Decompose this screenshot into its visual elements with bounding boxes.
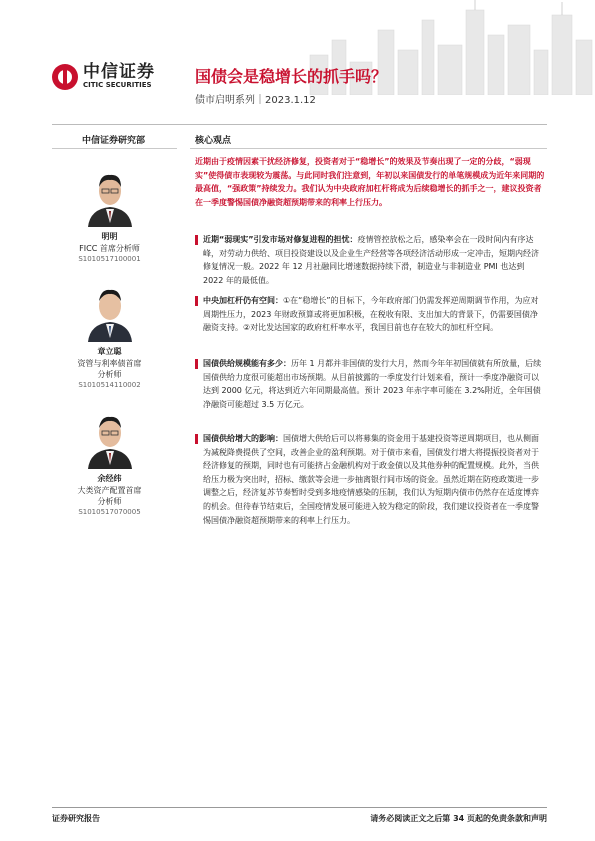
key-point-heading: 国债供给增大的影响： bbox=[203, 434, 283, 443]
footer-divider bbox=[52, 807, 547, 808]
key-point bbox=[195, 233, 545, 287]
key-point-body: ①在“稳增长”的目标下，今年政府部门仍需发挥逆周期调节作用，为应对周期性压力，2023 年财政预算或将更加积极，在税收有限、支出加大的背景下，仍需要国债净融资支持。②对比发达国家的政府杠杆率水平，我国目前也存在较大的加杠杆空间。 bbox=[203, 296, 539, 333]
analyst-name: 余经纬 bbox=[97, 474, 122, 483]
core-summary: 近期由于疫情因素干扰经济修复，投资者对于“稳增长”的效果及节奏出现了一定的分歧，“弱现实”使得债市表现较为震荡。与此同时我们注意到，年初以来国债发行的单笔规模成为近年来同期的最高值，“强政策”持续发力。我们认为中央政府加杠杆将成为后续稳增长的抓手之一，建议投资者在一季度警惕国债净融资超预期带来的利率上行压力。 bbox=[195, 157, 545, 207]
analyst-id: S1010517100001 bbox=[78, 255, 141, 263]
footer-disclaimer: 请务必阅读正文之后第 34 页起的免责条款和声明 bbox=[370, 814, 547, 823]
bullet-bar bbox=[195, 235, 198, 245]
analyst-id: S1010514110002 bbox=[78, 381, 141, 389]
key-point bbox=[195, 357, 545, 411]
analyst-name: 章立聪 bbox=[97, 347, 122, 356]
main-label: 核心观点 bbox=[195, 136, 232, 146]
company-logo bbox=[52, 63, 155, 90]
analyst-title: 大类资产配置首席 bbox=[77, 486, 142, 495]
analyst-title: 分析师 bbox=[97, 497, 122, 506]
analyst-photo bbox=[80, 280, 140, 342]
analyst-photo bbox=[80, 165, 140, 227]
key-point-heading: 国债供给规模能有多少： bbox=[203, 359, 291, 368]
series-date: 债市启明系列｜2023.1.12 bbox=[195, 95, 316, 106]
key-point-body: 国债增大供给后可以将募集的资金用于基建投资等逆周期项目，也从侧面为减税降费提供了空间，改善企业的盈利预期。对于债市来看，国债发行增大将提振投资者对于经济修复的预期，同时也有可能挤占金融机构对于政金债以及其他券种的配置规模。此外，当供给压力极为突出时，招标、缴款等会进一步抽离银行间市场的资金。虽然近期在防疫政策进一步调整之后，经济复苏节奏暂时受到多地疫情感染的压制，我们认为短期内债市仍然存在适度博弈的机会。但待春节结束后，全国疫情发展可能进入较为稳定的阶段，我们建议投资者在一季度警惕国债净融资超预期带来的利率上行压力。 bbox=[203, 434, 539, 525]
analyst-card bbox=[52, 407, 167, 517]
key-point bbox=[195, 294, 545, 335]
report-title: 国债会是稳增长的抓手吗？ bbox=[195, 67, 388, 86]
analyst-photo bbox=[80, 407, 140, 469]
header-divider bbox=[52, 124, 547, 125]
bullet-bar bbox=[195, 359, 198, 369]
key-point-heading: 中央加杠杆仍有空间： bbox=[203, 296, 283, 305]
bullet-bar bbox=[195, 434, 198, 444]
bullet-bar bbox=[195, 296, 198, 306]
key-point bbox=[195, 432, 545, 527]
logo-cn-text: 中信证券 bbox=[83, 62, 155, 82]
key-point-body: 疫情管控放松之后，感染率会在一段时间内有序达峰，对劳动力供给、项目投资建设以及企业生产经营等各项经济活动形成一定冲击，短期内经济修复情况一般。2022 年 12 月社融同比增速数据持续下滑，制造业与非制造业 PMI 也达到 2022 年的最低值。 bbox=[203, 235, 539, 285]
main-label-underline bbox=[190, 148, 547, 149]
footer-report-type: 证券研究报告 bbox=[52, 814, 100, 823]
analyst-id: S1010517070005 bbox=[78, 508, 141, 516]
citic-logo-icon bbox=[52, 64, 78, 90]
key-point-body: 历年 1 月都并非国债的发行大月，然而今年年初国债就有所放量，后续国债供给力度很可能超出市场预期。从目前披露的一季度发行计划来看，预计一季度净融资可以达到 2000 亿元，将达到近六年同期最高值。预计 2023 年赤字率可能在 3.2%附近，全年国债净融资可能超过 3.5 万亿元。 bbox=[203, 359, 542, 409]
analyst-card bbox=[52, 165, 167, 264]
logo-en-text: CITIC SECURITIES bbox=[83, 81, 152, 89]
key-point-heading: 近期“弱现实”引发市场对修复进程的担忧： bbox=[203, 235, 358, 244]
analyst-title: 分析师 bbox=[97, 370, 122, 379]
sidebar-label-underline bbox=[52, 148, 177, 149]
sidebar-label: 中信证券研究部 bbox=[82, 136, 146, 146]
analyst-title: 资管与利率债首席 bbox=[77, 359, 142, 368]
analyst-card bbox=[52, 280, 167, 390]
analyst-title: FICC 首席分析师 bbox=[79, 244, 140, 253]
analyst-name: 明明 bbox=[101, 232, 118, 241]
